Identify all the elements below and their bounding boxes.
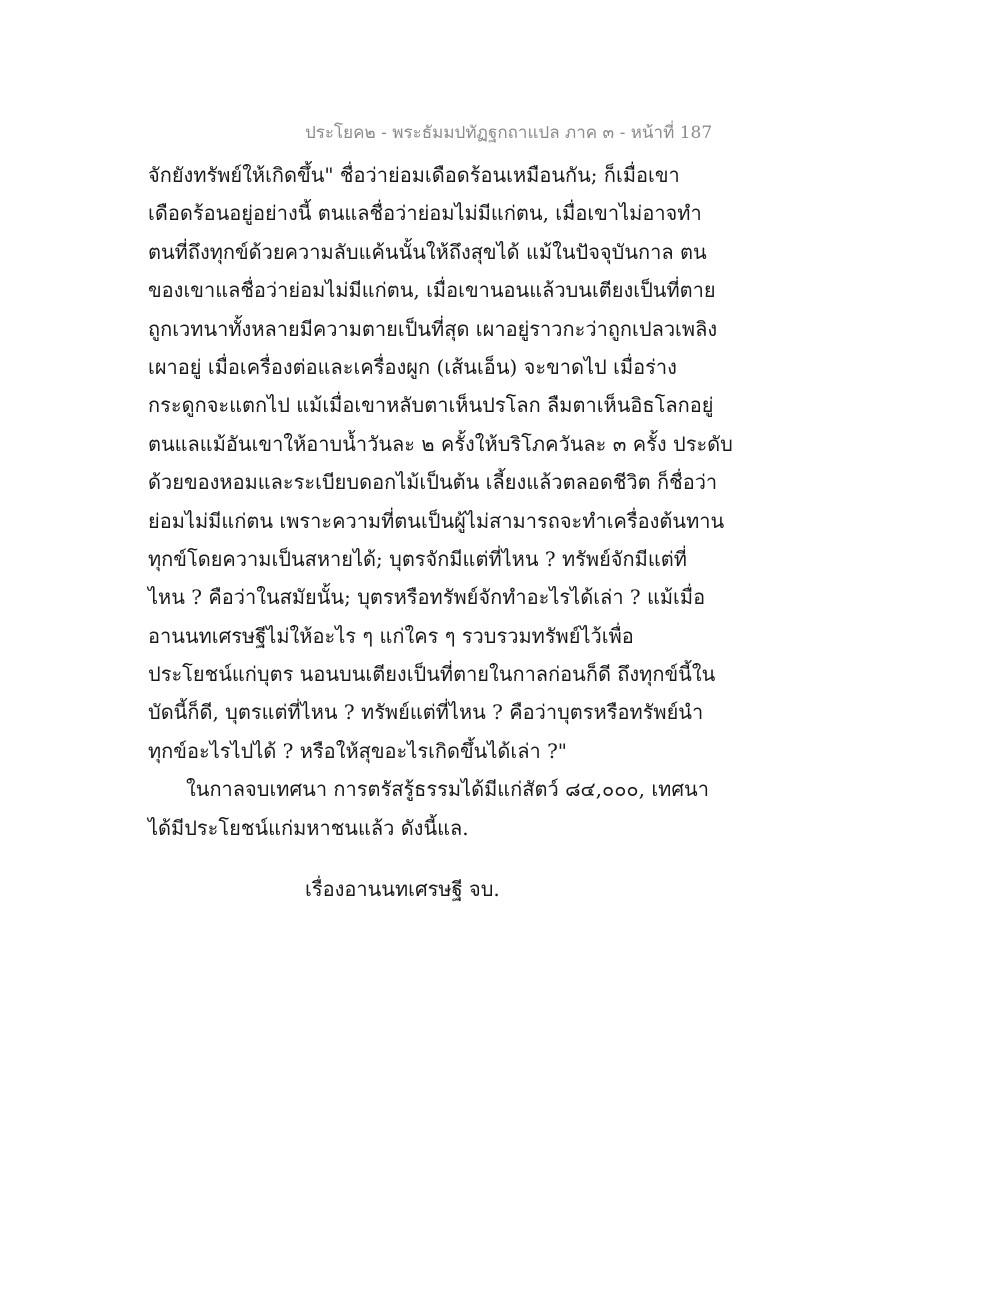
- running-header: ประโยค๒ - พระธัมมปทัฏฐกถาแปล ภาค ๓ - หน้าที่ 187: [305, 123, 713, 143]
- story-end-line: เรื่องอานนทเศรษฐี จบ.: [305, 877, 500, 901]
- text-line: จักยังทรัพย์ให้เกิดขึ้น" ชื่อว่าย่อมเดือดร้อนเหมือนกัน; ก็เมื่อเขา: [148, 163, 680, 187]
- text-line: ตนที่ถึงทุกข์ด้วยความลับแค้นนั้นให้ถึงสุขได้ แม้ในปัจจุบันกาล ตน: [148, 239, 707, 264]
- text-line: เผาอยู่ เมื่อเครื่องต่อและเครื่องผูก (เส้นเอ็น) จะขาดไป เมื่อร่าง: [148, 354, 677, 379]
- text-line: ตนแลแม้อันเขาให้อาบน้ำวันละ ๒ ครั้งให้บริโภควันละ ๓ ครั้ง ประดับ: [148, 431, 733, 456]
- text-line: ของเขาแลชื่อว่าย่อมไม่มีแก่ตน, เมื่อเขานอนแล้วบนเตียงเป็นที่ตาย: [148, 278, 716, 303]
- text-line: ไหน ? คือว่าในสมัยนั้น; บุตรหรือทรัพย์จักทำอะไรได้เล่า ? แม้เมื่อ: [148, 585, 706, 610]
- text-line: ทุกข์โดยความเป็นสหายได้; บุตรจักมีแต่ที่ไหน ? ทรัพย์จักมีแต่ที่: [148, 546, 687, 571]
- text-line: ด้วยของหอมและระเบียบดอกไม้เป็นต้น เลี้ยงแล้วตลอดชีวิต ก็ชื่อว่า: [148, 470, 718, 495]
- text-line: ทุกข์อะไรไปได้ ? หรือให้สุขอะไรเกิดขึ้นได้เล่า ?": [148, 738, 568, 763]
- text-line: กระดูกจะแตกไป แม้เมื่อเขาหลับตาเห็นปรโลก ลืมตาเห็นอิธโลกอยู่: [148, 393, 714, 418]
- text-line: อานนทเศรษฐีไม่ให้อะไร ๆ แก่ใคร ๆ รวบรวมทรัพย์ไว้เพื่อ: [148, 623, 634, 648]
- text-line: ประโยชน์แก่บุตร นอนบนเตียงเป็นที่ตายในกาลก่อนก็ดี ถึงทุกข์นี้ใน: [148, 662, 716, 687]
- conclusion-line: ได้มีประโยชน์แก่มหาชนแล้ว ดังนี้แล.: [148, 815, 469, 840]
- body-text: [148, 156, 738, 847]
- text-line: ถูกเวทนาทั้งหลายมีความตายเป็นที่สุด เผาอยู่ราวกะว่าถูกเปลวเพลิง: [148, 316, 718, 341]
- conclusion-line: ในกาลจบเทศนา การตรัสรู้ธรรมได้มีแก่สัตว์ ๘๔,๐๐๐, เทศนา: [186, 777, 709, 802]
- text-line: เดือดร้อนอยู่อย่างนี้ ตนแลชื่อว่าย่อมไม่มีแก่ตน, เมื่อเขาไม่อาจทำ: [148, 201, 702, 226]
- text-line: บัดนี้ก็ดี, บุตรแต่ที่ไหน ? ทรัพย์แต่ที่ไหน ? คือว่าบุตรหรือทรัพย์นำ: [148, 700, 704, 725]
- text-line: ย่อมไม่มีแก่ตน เพราะความที่ตนเป็นผู้ไม่สามารถจะทำเครื่องต้นทาน: [148, 508, 725, 533]
